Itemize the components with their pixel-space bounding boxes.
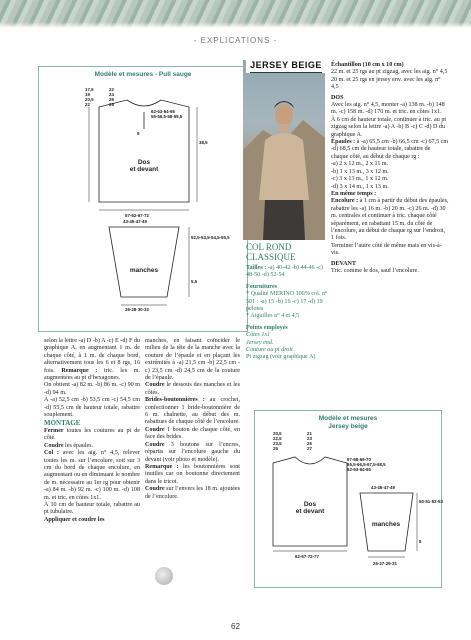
- body-label: Dos et devant: [295, 501, 325, 515]
- sleeve-label: manches: [129, 267, 159, 274]
- sleeve-measure-right: 50-51-52-53: [419, 499, 443, 504]
- jersey-specs: Tailles : -a) 40-42 -b) 44-46 -c) 48-50 -d) 52-54 Fournitures * Qualité MERINO 100% col. n° 501 : -a) 15 -b) 16 -c) 17 -d) 19 pelotes * Aiguilles n° 4 et 4,5 Points employés Côtes 1x1 Jersey end. Couture au pt droit Pt zigzag (voir graphique A): [246, 265, 328, 361]
- measure-width-bottom: 62-67-72-77: [295, 554, 319, 559]
- sleeve-measure-bottom: 25-27-29-31: [373, 561, 397, 566]
- measure-right: 62-63-64-65 55-56,5-58-59,5: [151, 109, 183, 119]
- jersey-subtitle: COL ROND CLASSIQUE: [246, 242, 296, 262]
- knitted-texture-banner: [0, 0, 471, 28]
- measure-left: 20,5 22,5 23,5 25: [273, 431, 282, 451]
- measure-width-bottom: 57-62-67-72: [125, 213, 149, 218]
- sleeve-measure-bottom: 26-28-30-32: [125, 307, 149, 312]
- text-column-1: selon la lettre -a) D -b) A -c) E -d) F du graphique A, en augmentant 1 m. de chaque côté, à 1 m. de chaque bord, alternativement tous les 6 et 8 rgs, 16 fois. Remarque : tric. les m. augmentées au pt d’hexagones. On obtient -a) 82 m. -b) 86 m. -c) 90 m -d) 94 m. À -a) 52,5 cm -b) 53,5 cm -c) 54,5 cm -d) 55,5 cm de hauteur totale, rabattre souplement. MONTAGE Fermer toutes les coutures au pt de côté. Coudre les épaules. Col : avec les aig. n° 4,5, relever toutes les m. sur l’encolure, soit sur 3 cm du bord de chaque encolure, en augmentant ou en diminuant le nombre de m. nécessaire au 1er rg pour obtenir -a) 84 m. -b) 92 m. -c) 100 m. -d) 108 m. et tric. en côtes 1x1. À 10 cm de hauteur totale, rabattre au pt tubulaire. Appliquer et coudre les: [44, 338, 141, 523]
- jersey-beige-schematic: [255, 411, 443, 589]
- body-label: Dos et devant: [129, 159, 159, 173]
- measure-mid: 21 23 25 27: [307, 431, 312, 451]
- sleeve-measure-top: 43-45-47-49: [371, 485, 395, 490]
- measure-hem: 38,5: [199, 140, 208, 145]
- yarn-ball-logo: [155, 567, 173, 585]
- model-photo: [243, 60, 325, 240]
- diagram-title: Modèle et mesures - Pull sauge: [94, 71, 192, 78]
- jersey-title: JERSEY BEIGE: [246, 60, 326, 73]
- sleeve-measure-top: 43-45-47-49: [123, 219, 147, 224]
- measure-left: 17,5 19 20,5 22: [85, 87, 94, 107]
- measure-mid: 22 24 26 28: [109, 87, 114, 107]
- diagram-box-pull-sauge: [38, 66, 248, 332]
- diagram-box-jersey-beige: [254, 410, 442, 588]
- diagram-title: Modèle et mesures Jersey beige: [318, 415, 378, 430]
- text-column-right: Échantillon (10 cm x 10 cm) 22 m. et 25 rgs au pt zigzag, avec les aig. n° 4,5 20 m. et 25 rgs en jersey env. avec les aig. n° 4,5 DOS Avec les aig. n° 4,5, monter -a) 138 m. -b) 148 m. -c) 158 m. -d) 170 m. et tric. en côtes 1x1. À 6 cm de hauteur totale, continuer à tric. au pt zigzag selon la lettre -a) A -b) B -c) C -d) D du graphique A. Épaules : à -a) 65,5 cm -b) 66,5 cm -c) 67,5 cm -d) 68,5 cm de hauteur totale, rabattre de chaque côté, au début de chaque rg : -a) 2 x 12 m., 2 x 11 m. -b) 1 x 13 m., 3 x 12 m. -c) 3 x 13 m., 1 x 12 m. -d) 3 x 14 m., 1 x 13 m. En même temps : Encolure : à 1 cm à partir du début des épaules, rabattre les -a) 16 m. -b) 20 m. -c) 26 m. -d) 30 m. centrales et continuer à tric. chaque côté séparément, en rabattant 15 m. du côté de l’encolure, au début de chaque rg sur l’endroit, 1 fois. Terminer l’autre côté de même mais en vis-à-vis. DEVANT Tric. comme le dos, sauf l’encolure.: [331, 62, 449, 274]
- text-column-2: manches, en faisant coïncider le milieu de la tête de la manche avec la couture de l’épaule et en plaçant les extrémités à -a) 21,5 cm -b) 22,5 cm -c) 23,5 cm -d) 24,5 cm de la couture de l’épaule. Coudre le dessous des manches et les côtés. Brides-boutonnières : au crochet, confectionner 1 bride-boutonnière de 6 m. chaînette, au début des m. rabattues de chaque côté de l’encolure. Coudre 1 bouton de chaque côté, en face des brides. Coudre 3 boutons sur l’encres, répartis sur l’encolure gauche du devant (voir photo et modèle). Remarque : les boutonnières sont inutiles car on boutonne directement dans le tricot. Coudre sur l’envers les 18 m. ajoutées de l’encolure.: [145, 338, 240, 500]
- page-number: 62: [231, 622, 240, 631]
- measure-right: 67-68-69-70 65,5-66,5-67,5-68,5 62-63-64-65: [347, 457, 386, 472]
- montage-heading: MONTAGE: [44, 419, 81, 428]
- sleeve-measure-right2: 5,5: [191, 279, 198, 284]
- measure-neck: 9: [137, 131, 140, 136]
- pull-sauge-schematic: [39, 67, 249, 333]
- section-header: - EXPLICATIONS -: [193, 36, 278, 45]
- sleeve-label: manches: [371, 521, 401, 528]
- sleeve-measure-right: 52,5-53,5-54,5-55,5: [191, 235, 230, 240]
- sleeve-measure-right2: 5: [419, 539, 422, 544]
